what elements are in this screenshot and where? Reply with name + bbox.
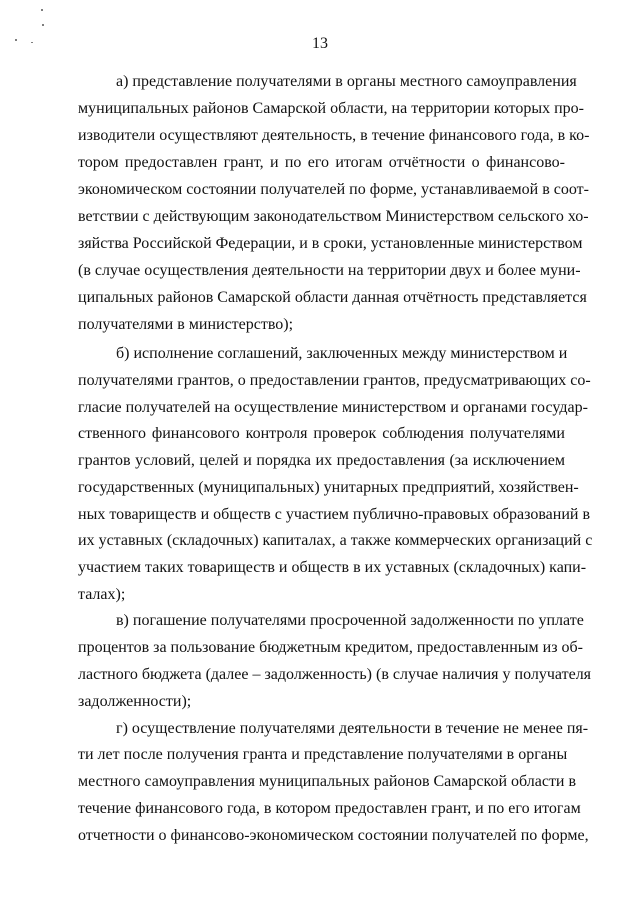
text-line: получателями грантов, о предоставлении грантов, предусматривающих со-: [78, 372, 591, 389]
text-line: грантов условий, целей и порядка их предоставления (за исключением: [78, 452, 565, 469]
text-line: получателями в министерство);: [78, 316, 294, 333]
text-line: зяйства Российской Федерации, и в сроки, установленные министерством: [78, 235, 583, 252]
text-line: в) погашение получателями просроченной задолженности по уплате: [116, 612, 584, 629]
text-line: ти лет после получения гранта и представление получателями в органы: [78, 746, 568, 763]
text-line: их уставных (складочных) капиталах, а также коммерческих организаций с: [78, 532, 593, 549]
text-line: течение финансового года, в котором предоставлен грант, и по его итогам: [78, 800, 581, 817]
text-line: местного самоуправления муниципальных районов Самарской области в: [78, 773, 577, 790]
text-line: государственных (муниципальных) унитарных предприятий, хозяйствен-: [78, 479, 579, 496]
text-line: б) исполнение соглашений, заключенных между министерством и: [116, 345, 568, 362]
text-line: ципальных районов Самарской области данная отчётность представляется: [78, 289, 587, 306]
text-line: ветствии с действующим законодательством Министерством сельского хо-: [78, 208, 589, 225]
text-line: задолженности);: [78, 693, 192, 710]
text-line: г) осуществление получателями деятельности в течение не менее пя-: [116, 720, 589, 737]
page-number: 13: [312, 35, 328, 52]
scan-speck: [41, 9, 43, 11]
text-line: изводители осуществляют деятельность, в течение финансового года, в ко-: [78, 127, 590, 144]
text-line: ственного финансового контроля проверок соблюдения получателями: [78, 425, 565, 442]
text-line: (в случае осуществления деятельности на территории двух и более муни-: [78, 262, 581, 279]
text-line: ных товариществ и обществ с участием публично-правовых образований в: [78, 506, 591, 523]
text-line: талах);: [78, 586, 126, 603]
text-line: муниципальных районов Самарской области, на территории которых про-: [78, 100, 584, 117]
text-line: отчетности о финансово-экономическом состоянии получателей по форме,: [78, 827, 589, 844]
text-line: а) представление получателями в органы местного самоуправления: [116, 73, 577, 90]
text-line: ластного бюджета (далее – задолженность) (в случае наличия у получателя: [78, 666, 592, 683]
text-line: экономическом состоянии получателей по форме, устанавливаемой в соот-: [78, 181, 589, 198]
scan-speck: [42, 24, 44, 26]
text-line: участием таких товариществ и обществ в их уставных (складочных) капи-: [78, 559, 587, 576]
text-line: тором предоставлен грант, и по его итогам отчётности о финансово-: [78, 154, 565, 171]
text-line: процентов за пользование бюджетным кредитом, предоставленным из об-: [78, 639, 584, 656]
text-line: гласие получателей на осуществление министерством и органами государ-: [78, 399, 588, 416]
